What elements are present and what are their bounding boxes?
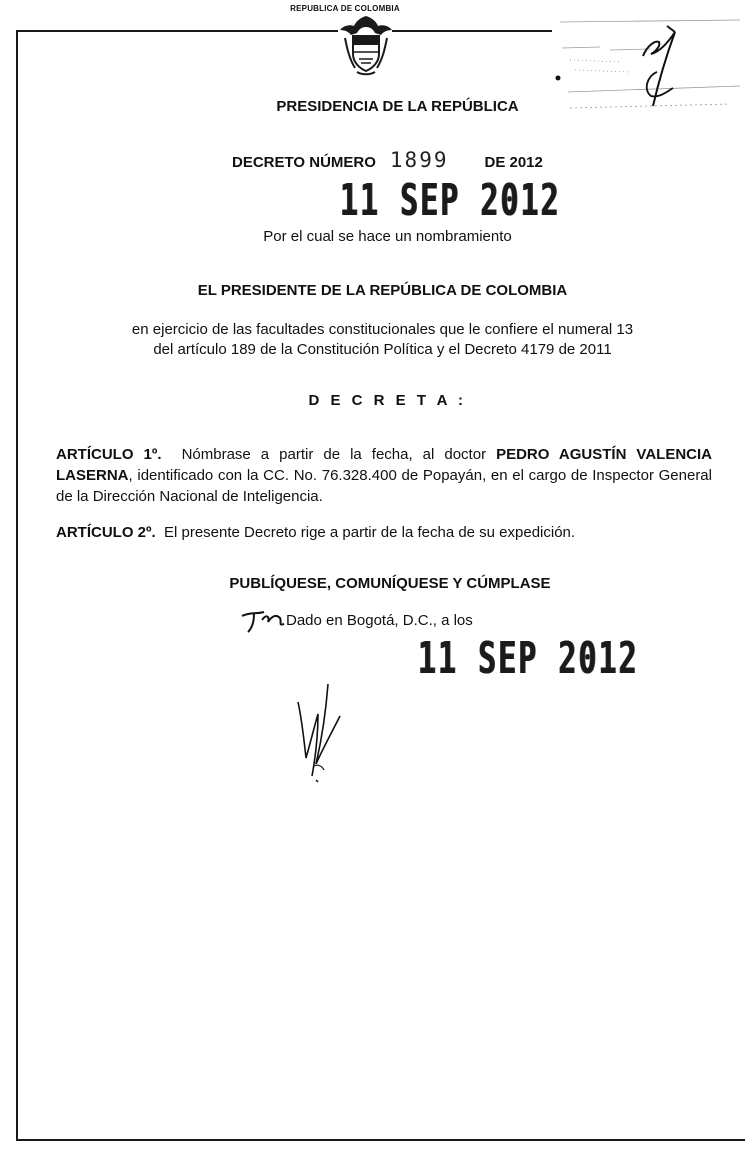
decree-number-line bbox=[232, 148, 543, 172]
decree-number-label: DECRETO NÚMERO bbox=[232, 154, 376, 171]
article-1-label: ARTÍCULO 1º. bbox=[56, 446, 162, 463]
decree-subject: Por el cual se hace un nombramiento bbox=[263, 228, 512, 245]
publish-clause: PUBLÍQUESE, COMUNÍQUESE Y CÚMPLASE bbox=[229, 575, 551, 592]
date-stamp-top: 11 SEP 2012 bbox=[340, 176, 561, 227]
frame-bottom-line bbox=[16, 1139, 745, 1141]
appointee-name: PEDRO AGUSTÍN VALENCIA LASERNA bbox=[56, 446, 712, 484]
issuer-title: EL PRESIDENTE DE LA REPÚBLICA DE COLOMBIA bbox=[197, 282, 568, 299]
decree-year: DE 2012 bbox=[484, 154, 543, 171]
place-given: Dado en Bogotá, D.C., a los bbox=[286, 612, 473, 629]
decree-number: 1899 bbox=[389, 148, 449, 172]
frame-top-left-line bbox=[16, 30, 338, 32]
article-1 bbox=[56, 444, 712, 507]
frame-top-right-line bbox=[392, 30, 552, 32]
issuing-office: PRESIDENCIA DE LA REPÚBLICA bbox=[276, 98, 519, 115]
decreta-heading: D E C R E T A : bbox=[308, 392, 467, 409]
country-heading: REPUBLICA DE COLOMBIA bbox=[290, 4, 400, 13]
coat-of-arms-icon bbox=[337, 14, 395, 76]
powers-line-2: del artículo 189 de la Constitución Política y el Decreto 4179 de 2011 bbox=[153, 341, 612, 358]
article-2 bbox=[56, 522, 712, 543]
handwritten-initials bbox=[240, 608, 286, 634]
article-1-text-after: , identificado con la CC. No. 76.328.400 de Popayán, en el cargo de Inspector General de la Dirección Nacional de Inteligencia. bbox=[56, 467, 712, 505]
article-2-text: El presente Decreto rige a partir de la fecha de su expedición. bbox=[164, 524, 576, 541]
article-2-label: ARTÍCULO 2º. bbox=[56, 524, 156, 541]
article-1-text-before: Nómbrase a partir de la fecha, al doctor bbox=[181, 446, 487, 463]
powers-line-1: en ejercicio de las facultades constitucionales que le confiere el numeral 13 bbox=[131, 321, 634, 338]
date-stamp-bottom: 11 SEP 2012 bbox=[418, 634, 639, 685]
president-signature bbox=[288, 680, 358, 785]
issuer-powers bbox=[0, 320, 745, 360]
